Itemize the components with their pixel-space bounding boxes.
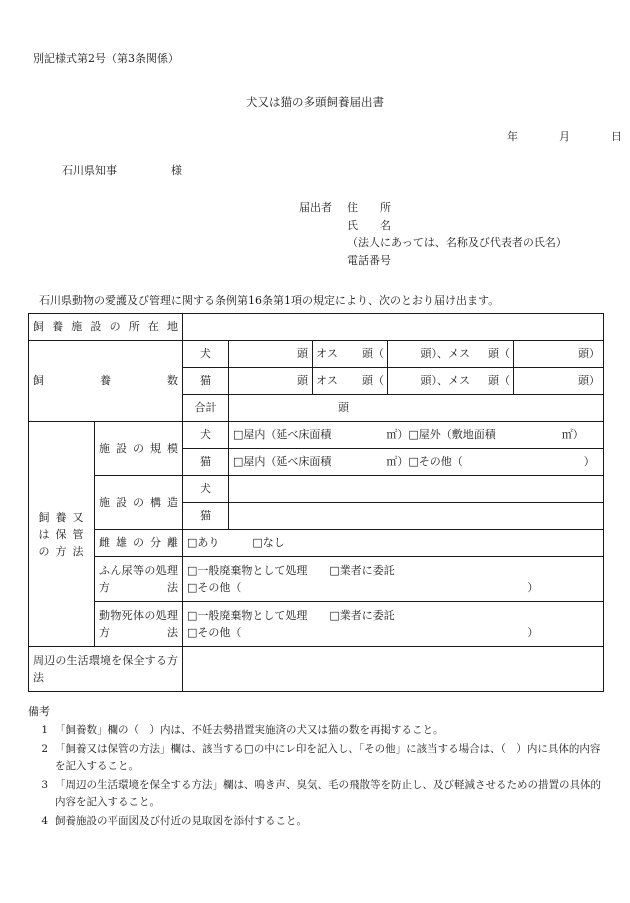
structure-dog-label: 犬 <box>183 476 229 503</box>
phone-label: 電話番号 <box>347 253 391 267</box>
waste-label: ふん尿等の処理方法 <box>99 564 178 594</box>
form-number: 別記様式第2号（第3条関係） <box>33 52 179 65</box>
note-item <box>28 777 603 811</box>
scale-cat-label: 猫 <box>183 449 229 476</box>
waste-label-cell <box>95 557 183 602</box>
addressee-name: 石川県知事 <box>62 164 117 177</box>
waste-options[interactable] <box>183 557 604 602</box>
male-prefix: オス <box>316 374 338 387</box>
address-label: 住 所 <box>347 201 391 214</box>
separation-options[interactable]: □あり □なし <box>183 530 604 557</box>
waste-option-line1[interactable]: □一般廃棄物として処理 □業者に委託 <box>187 564 395 577</box>
location-label: 飼養施設の所在地 <box>33 320 178 333</box>
structure-cat-label: 猫 <box>183 503 229 530</box>
notes-list <box>28 722 603 832</box>
dog-label: 犬 <box>183 341 229 368</box>
note-text: 「飼養数」欄の（ ）内は、不妊去勢措置実施済の犬又は猫の数を再掲すること。 <box>55 724 444 736</box>
structure-dog-input[interactable] <box>229 476 604 503</box>
row-waste <box>29 557 604 602</box>
dog-female-neutered-input[interactable] <box>514 341 604 368</box>
note-item <box>28 741 603 775</box>
total-input[interactable] <box>229 395 604 422</box>
notes-title: 備考 <box>28 705 50 718</box>
head-open: 頭（ <box>362 374 384 387</box>
notification-form-table <box>28 313 604 692</box>
date-month: 月 <box>559 130 570 143</box>
female-head-open: 頭（ <box>488 347 510 360</box>
row-scale-dog <box>29 422 604 449</box>
sender-label: 届出者 <box>299 201 332 214</box>
scale-dog-label: 犬 <box>183 422 229 449</box>
date-line <box>507 128 622 144</box>
head-unit: 頭 <box>338 401 349 414</box>
row-dog-count <box>29 341 604 368</box>
head-unit: 頭 <box>297 347 308 360</box>
row-separation <box>29 530 604 557</box>
scale-dog-options[interactable]: □屋内（延べ床面積 ㎡）□屋外（敷地面積 ㎡） <box>229 422 604 449</box>
structure-label-cell <box>95 476 183 530</box>
head-close: 頭） <box>578 374 600 387</box>
scale-label: 施設の規模 <box>99 441 178 455</box>
dog-male-neutered-input[interactable] <box>388 341 514 368</box>
note-number: 4 <box>41 815 48 827</box>
method-label-cell <box>29 422 95 647</box>
dog-male-input[interactable] <box>313 341 388 368</box>
carcass-option-line2[interactable]: □その他（ ） <box>187 626 539 639</box>
row-location <box>29 314 604 341</box>
carcass-label-cell <box>95 602 183 647</box>
carcass-options[interactable] <box>183 602 604 647</box>
row-environment <box>29 647 604 692</box>
waste-option-line2[interactable]: □その他（ ） <box>187 581 539 594</box>
corporate-note: （法人にあっては、名称及び代表者の氏名） <box>347 236 567 249</box>
note-text: 「飼養又は保管の方法」欄は、該当する□の中にレ印を記入し、「その他」に該当する場合は、（ ）内に具体的内容を記入すること。 <box>55 743 601 772</box>
location-input[interactable] <box>183 314 604 341</box>
row-carcass <box>29 602 604 647</box>
note-item <box>28 722 603 739</box>
note-number: 3 <box>41 779 48 791</box>
count-label: 飼 養 数 <box>33 374 178 387</box>
scale-cat-options[interactable]: □屋内（延べ床面積 ㎡）□その他（ ） <box>229 449 604 476</box>
count-label-cell <box>29 341 183 422</box>
dog-total-input[interactable] <box>229 341 313 368</box>
environment-label: 周辺の生活環境を保全する方法 <box>33 654 178 684</box>
intro-text: 石川県動物の愛護及び管理に関する条例第16条第1項の規定により、次のとおり届け出ます。 <box>39 294 500 307</box>
date-day: 日 <box>611 130 622 143</box>
note-item <box>28 813 603 830</box>
row-structure-dog <box>29 476 604 503</box>
location-label-cell <box>29 314 183 341</box>
cat-female-neutered-input[interactable] <box>514 368 604 395</box>
structure-label: 施設の構造 <box>99 495 178 509</box>
structure-cat-input[interactable] <box>229 503 604 530</box>
addressee <box>62 162 182 178</box>
cat-male-neutered-input[interactable] <box>388 368 514 395</box>
environment-input[interactable] <box>183 647 604 692</box>
total-label: 合計 <box>183 395 229 422</box>
cat-male-input[interactable] <box>313 368 388 395</box>
note-number: 1 <box>41 724 48 736</box>
note-text: 「周辺の生活環境を保全する方法」欄は、鳴き声、臭気、毛の飛散等を防止し、及び軽減させるための措置の具体的内容を記入すること。 <box>55 779 601 808</box>
separation-label: 雌雄の分離 <box>99 536 178 549</box>
head-unit: 頭 <box>297 374 308 387</box>
note-number: 2 <box>41 743 48 755</box>
carcass-label: 動物死体の処理方法 <box>99 609 178 639</box>
scale-label-cell <box>95 422 183 476</box>
method-label: 飼養又は保管の方法 <box>38 510 85 558</box>
document-title: 犬又は猫の多頭飼養届出書 <box>246 95 384 109</box>
name-label: 氏 名 <box>347 218 391 232</box>
male-prefix: オス <box>316 347 338 360</box>
female-head-open: 頭（ <box>488 374 510 387</box>
head-close-female: 頭）、メス <box>420 374 470 387</box>
note-text: 飼養施設の平面図及び付近の見取図を添付すること。 <box>55 815 307 827</box>
environment-label-cell <box>29 647 183 692</box>
sender-block <box>299 199 567 269</box>
head-close: 頭） <box>578 347 600 360</box>
head-open: 頭（ <box>362 347 384 360</box>
separation-label-cell <box>95 530 183 557</box>
cat-label: 猫 <box>183 368 229 395</box>
cat-total-input[interactable] <box>229 368 313 395</box>
carcass-option-line1[interactable]: □一般廃棄物として処理 □業者に委託 <box>187 609 395 622</box>
addressee-suffix: 様 <box>171 164 182 177</box>
date-year: 年 <box>507 130 518 143</box>
head-close-female: 頭）、メス <box>420 347 470 360</box>
